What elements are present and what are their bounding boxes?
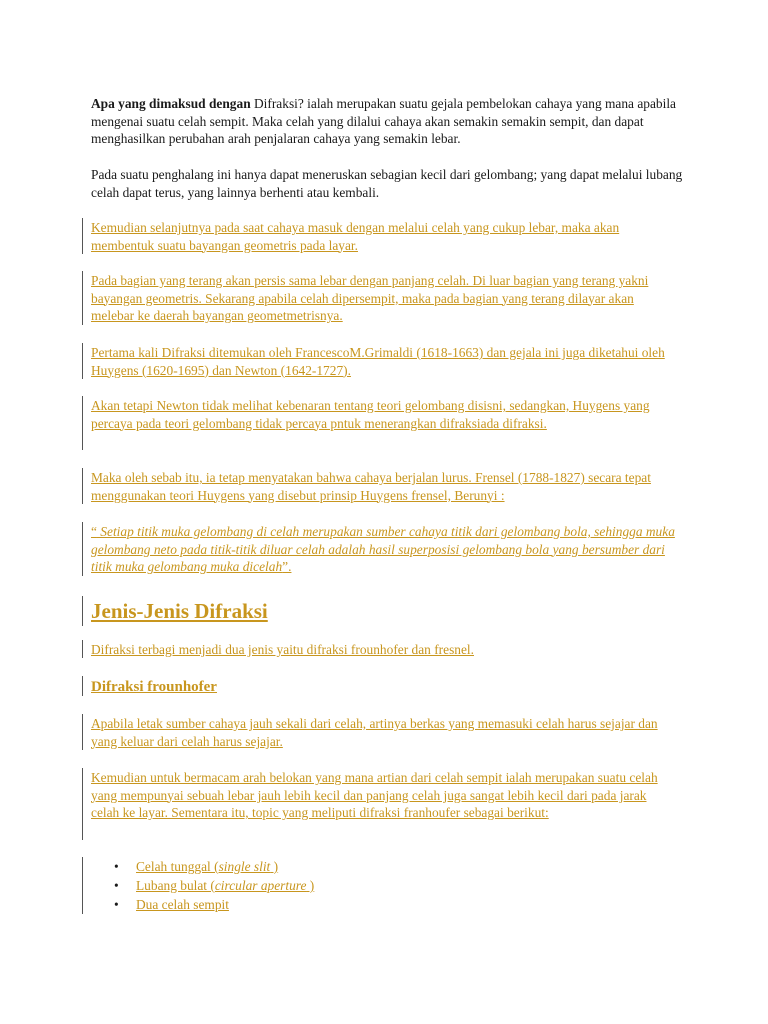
list-item-link[interactable] [136,878,314,893]
paragraph-newton[interactable]: Akan tetapi Newton tidak melihat kebenaran tentang teori gelombang disisni, sedangkan, Huygens yang percaya pada teori gelombang tidak percaya pntuk menerangkan difraksiada difraksi. [91,398,650,431]
list-item-link[interactable] [136,859,278,874]
paragraph-celah-lebar[interactable]: Kemudian selanjutnya pada saat cahaya masuk dengan melalui celah yang cukup lebar, maka akan membentuk suatu bayangan geometris pada layar. [91,220,620,253]
paragraph-frensel[interactable]: Maka oleh sebab itu, ia tetap menyatakan bahwa cahaya berjalan lurus. Frensel (1788-1827) secara tepat menggunakan teori Huygens yang disebut prinsip Huygens frensel, Berunyi : [91,470,651,503]
revision-bar [82,714,83,750]
revision-bar [82,218,83,254]
paragraph-dua-jenis[interactable]: Difraksi terbagi menjadi dua jenis yaitu difraksi frounhofer dan fresnel. [91,642,474,657]
revision-bar [82,640,83,658]
list-item-text: Lubang bulat ( [136,878,215,893]
revision-bar [82,396,83,450]
paragraph-sumber-cahaya[interactable]: Apabila letak sumber cahaya jauh sekali dari celah, artinya berkas yang memasuki celah harus sejajar dan yang keluar dari celah harus sejajar. [91,716,658,749]
intro-paragraph [91,95,691,148]
paragraph-celah-sempit[interactable]: Kemudian untuk bermacam arah belokan yang mana artian dari celah sempit ialah merupakan suatu celah yang mempunyai sebuah lebar jauh lebih kecil dan panjang celah juga sangat lebih kecil dari pada jarak celah ke layar. Sementara itu, topic yang meliputi difraksi franhoufer sebagai berikut: [91,770,658,821]
paragraph-penghalang: Pada suatu penghalang ini hanya dapat meneruskan sebagian kecil dari gelombang; yang dapat melalui lubang celah dapat terus, yang lainnya berhenti atau kembali. [91,167,683,200]
quote-text: Setiap titik muka gelombang di celah merupakan sumber cahaya titik dari gelombang bola, sehingga muka gelombang neto pada titik-titik diluar celah adalah hasil superposisi gelombang bola yang bersumber dari titik muka gelombang muka dicelah [91,524,675,575]
intro-lead-rest: Difraksi? ialah merupakan suatu gejala pembelokan cahaya yang mana apabila mengenai suatu celah sempit. Maka celah yang dilalui cahaya akan semakin semakin sempit, dan dapat menghasilkan perubahan arah penjalaran cahaya yang semakin lebar. [91,96,676,147]
revision-bar [82,468,83,504]
list-item-link[interactable] [136,897,229,912]
heading-difraksi-frounhofer[interactable]: Difraksi frounhofer [91,679,217,695]
topic-list [91,857,676,914]
quote-huygens-frensel[interactable] [91,523,681,576]
intro-lead-bold: Apa yang dimaksud dengan [91,96,251,111]
revision-bar [82,676,83,696]
revision-bar [82,596,83,626]
revision-bar [82,857,83,914]
revision-bar [82,768,83,840]
list-item-text: Dua celah sempit [136,897,229,912]
quote-close-mark: ”. [282,559,292,575]
revision-bar [82,522,83,576]
list-item-tail: ) [306,878,315,893]
list-item-text: Celah tunggal ( [136,859,219,874]
list-item-emphasis: single slit [218,859,271,874]
list-item[interactable] [136,876,676,895]
revision-bar [82,343,83,379]
list-item[interactable] [136,857,676,876]
heading-jenis-difraksi[interactable]: Jenis-Jenis Difraksi [91,599,268,623]
quote-open-mark: “ [91,524,97,539]
list-item[interactable] [136,895,676,914]
list-item-tail: ) [270,859,279,874]
paragraph-grimaldi[interactable]: Pertama kali Difraksi ditemukan oleh FrancescoM.Grimaldi (1618-1663) dan gejala ini juga diketahui oleh Huygens (1620-1695) dan Newton (1642-1727). [91,345,665,378]
list-item-emphasis: circular aperture [214,878,307,893]
revision-bar [82,271,83,325]
paragraph-bagian-terang[interactable]: Pada bagian yang terang akan persis sama lebar dengan panjang celah. Di luar bagian yang terang yakni bayangan geometris. Sekarang apabila celah dipersempit, maka pada bagian yang terang dilayar akan melebar ke daerah bayangan geometmetrisnya. [91,273,649,324]
